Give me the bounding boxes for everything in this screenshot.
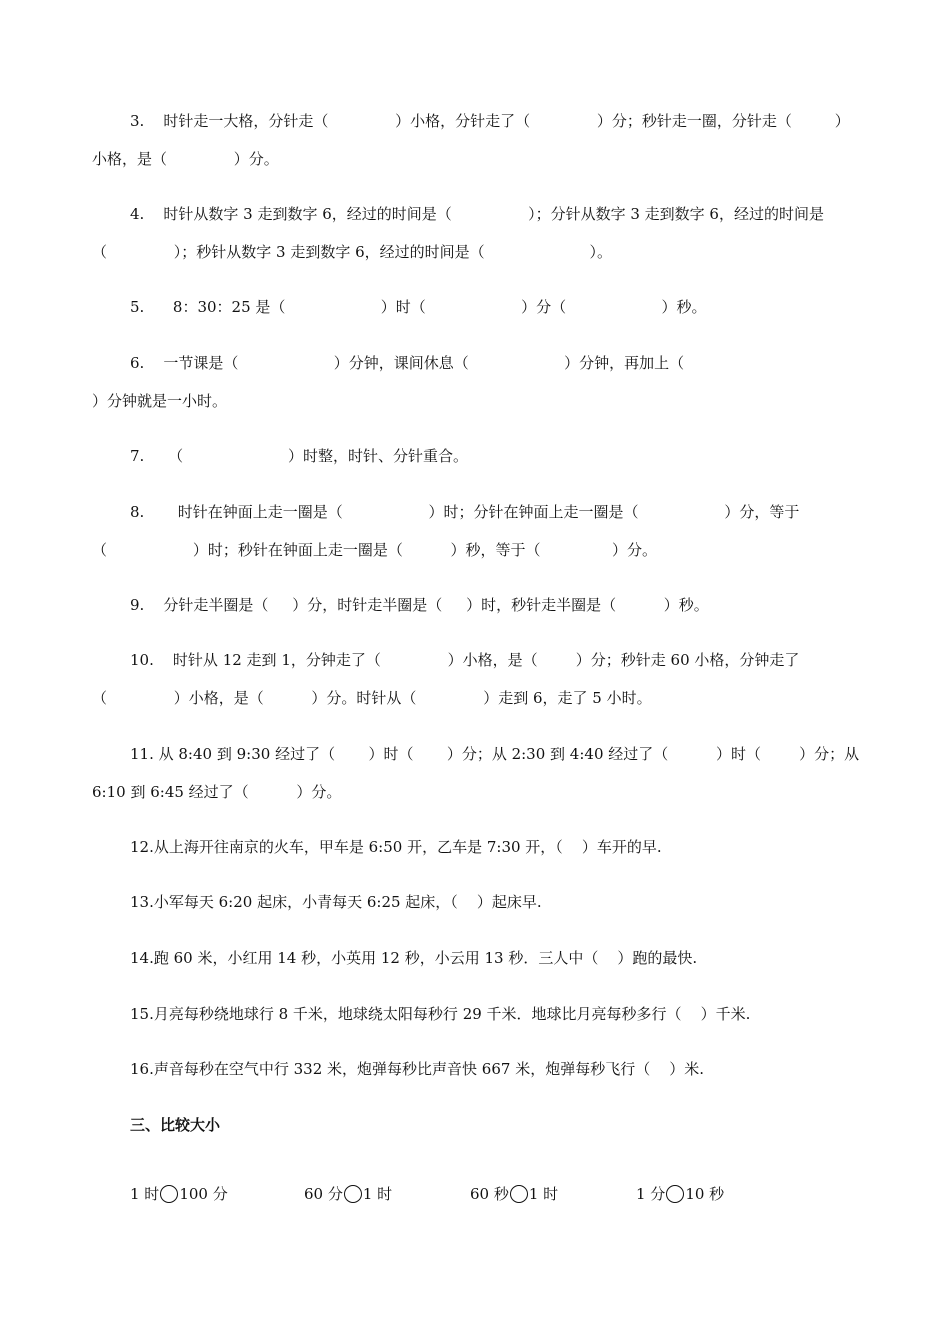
question-10-line-1: 10. 时针从 12 走到 1，分钟走了（ ）小格，是（ ）分；秒针走 60 小格，分钟走了 (130, 651, 800, 669)
blank-circle-icon (160, 1185, 178, 1203)
question-6-line-1: 6. 一节课是（ ）分钟，课间休息（ ）分钟，再加上（ (130, 354, 685, 372)
question-6-line-2: ）分钟就是一小时。 (92, 392, 228, 410)
question-3-line-2: 小格，是（ ）分。 (92, 150, 279, 168)
blank-circle-icon (510, 1185, 528, 1203)
question-11-line-2: 6:10 到 6:45 经过了（ ）分。 (92, 783, 342, 801)
question-10-line-2: （ ）小格，是（ ）分。时针从（ ）走到 6，走了 5 小时。 (92, 689, 652, 707)
comparison-item (470, 1184, 558, 1204)
question-12: 12.从上海开往南京的火车，甲车是 6:50 开，乙车是 7:30 开，（ ）车开的早. (130, 838, 662, 856)
section-3-heading: 三、比较大小 (130, 1116, 221, 1134)
comparison-left: 60 秒 (470, 1185, 509, 1203)
comparison-right: 10 秒 (685, 1185, 725, 1203)
question-4-line-2: （ ）；秒针从数字 3 走到数字 6，经过的时间是（ ）。 (92, 243, 613, 261)
question-14: 14.跑 60 米，小红用 14 秒，小英用 12 秒，小云用 13 秒．三人中（ ）跑的最快. (130, 949, 698, 967)
question-15: 15.月亮每秒绕地球行 8 千米，地球绕太阳每秒行 29 千米．地球比月亮每秒多行（ ）千米. (130, 1005, 751, 1023)
question-3-line-1: 3. 时针走一大格，分针走（ ）小格，分针走了（ ）分；秒针走一圈，分针走（ ） (130, 112, 850, 130)
question-8-line-1: 8. 时针在钟面上走一圈是（ ）时；分针在钟面上走一圈是（ ）分，等于 (130, 503, 800, 521)
question-16: 16.声音每秒在空气中行 332 米，炮弹每秒比声音快 667 米，炮弹每秒飞行（ ）米. (130, 1060, 705, 1078)
blank-circle-icon (666, 1185, 684, 1203)
comparison-item (130, 1184, 228, 1204)
question-5-line-1: 5. 8：30：25 是（ ）时（ ）分（ ）秒。 (130, 298, 707, 316)
question-13: 13.小军每天 6:20 起床，小青每天 6:25 起床，（ ）起床早. (130, 893, 542, 911)
comparison-right: 1 时 (362, 1185, 393, 1203)
comparison-right: 100 分 (179, 1185, 228, 1203)
comparison-left: 1 时 (130, 1185, 160, 1203)
blank-circle-icon (344, 1185, 362, 1203)
comparison-item (304, 1184, 392, 1204)
question-4-line-1: 4. 时针从数字 3 走到数字 6，经过的时间是（ ）；分针从数字 3 走到数字 6，经过的时间是 (130, 205, 824, 223)
comparison-right: 1 时 (528, 1185, 559, 1203)
question-7-line-1: 7. （ ）时整，时针、分针重合。 (130, 447, 469, 465)
comparison-left: 60 分 (304, 1185, 343, 1203)
question-11-line-1: 11. 从 8:40 到 9:30 经过了（ ）时（ ）分；从 2:30 到 4:40 经过了（ ）时（ ）分；从 (130, 745, 860, 763)
question-8-line-2: （ ）时；秒针在钟面上走一圈是（ ）秒，等于（ ）分。 (92, 541, 658, 559)
comparison-left: 1 分 (636, 1185, 666, 1203)
comparison-item (636, 1184, 724, 1204)
question-9-line-1: 9. 分针走半圈是（ ）分，时针走半圈是（ ）时，秒针走半圈是（ ）秒。 (130, 596, 709, 614)
